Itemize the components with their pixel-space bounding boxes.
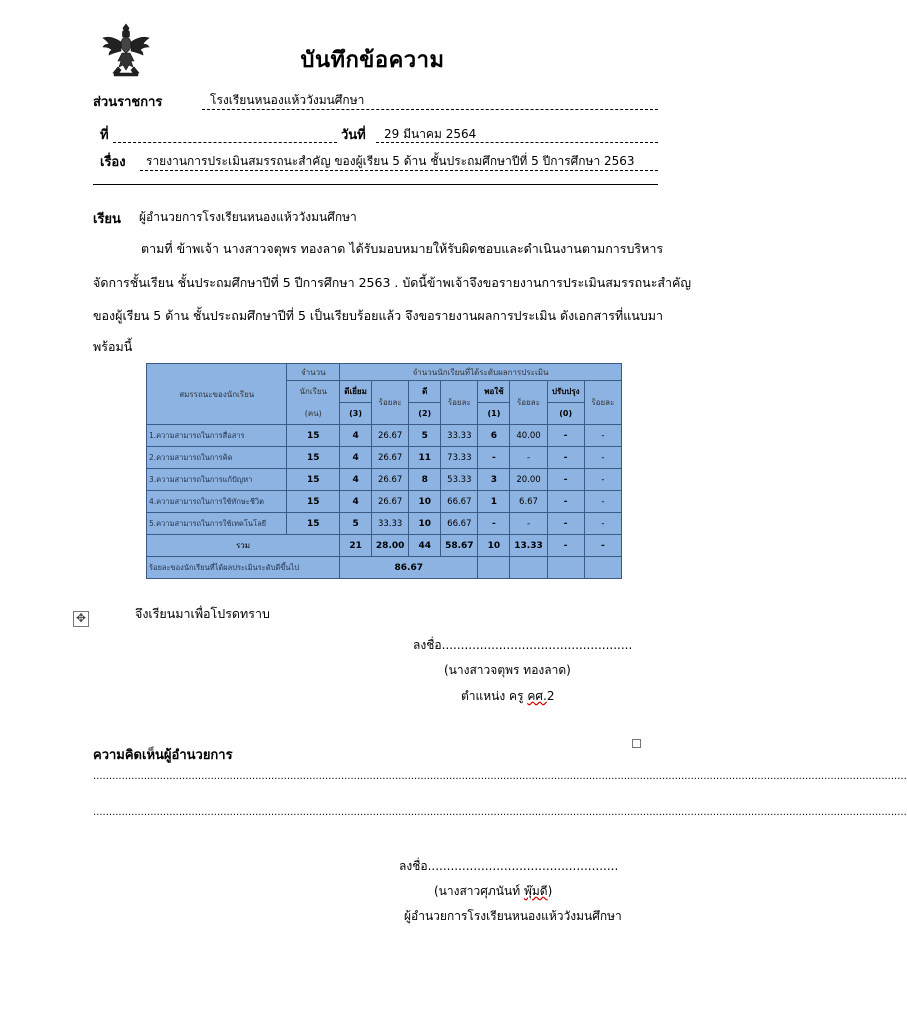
date-value: 29 มีนาคม 2564 [384, 127, 477, 141]
score-improve: (0) [547, 403, 584, 425]
table-row [147, 425, 622, 447]
table-row [147, 491, 622, 513]
summary-value: 86.67 [340, 557, 478, 579]
cell-c2: 11 [409, 447, 441, 469]
cell-p3: 26.67 [372, 447, 409, 469]
to-value: ผู้อำนวยการโรงเรียนหนองแห้ววังมนศึกษา [139, 210, 357, 224]
total-p0: - [584, 535, 621, 557]
cell-p0: - [584, 425, 621, 447]
body-line-2: จัดการชั้นเรียน ชั้นประถมศึกษาปีที่ 5 ปีการศึกษา 2563 . บัดนี้ข้าพเจ้าจึงขอรายงานการประเมินสมรรถนะสำคัญ [93, 275, 692, 290]
col-count-header-1: จำนวน [287, 364, 340, 381]
signature2-line: ลงชื่อ.................................................. [399, 859, 619, 873]
cell-p3: 26.67 [372, 425, 409, 447]
cell-p0: - [584, 469, 621, 491]
ref-label: ที่ [100, 128, 109, 143]
cell-p3: 26.67 [372, 469, 409, 491]
signature1-name: (นางสาวจตุพร ทองลาด) [444, 663, 571, 677]
competency-name: 4.ความสามารถในการใช้ทักษะชีวิต [147, 491, 287, 513]
cell-c3: 5 [340, 513, 372, 535]
signature2-name [434, 882, 552, 901]
signature2-name-prefix: (นางสาวศุภนันท์ [434, 884, 524, 898]
cell-p1: 20.00 [510, 469, 547, 491]
cell-p3: 26.67 [372, 491, 409, 513]
cell-p1: - [510, 447, 547, 469]
col-competency-header: สมรรถนะของนักเรียน [147, 364, 287, 425]
signature1-position-prefix: ตำแหน่ง ครู [461, 689, 528, 703]
total-label: รวม [147, 535, 340, 557]
cell-c3: 4 [340, 447, 372, 469]
closing-text: จึงเรียนมาเพื่อโปรดทราบ [135, 606, 270, 621]
competency-name: 5.ความสามารถในการใช้เทคโนโลยี [147, 513, 287, 535]
level-fair: พอใช้ [478, 381, 510, 403]
cell-c2: 8 [409, 469, 441, 491]
score-fair: (1) [478, 403, 510, 425]
cell-c1: - [478, 447, 510, 469]
cell-c0: - [547, 425, 584, 447]
col-count-header-2: นักเรียน [287, 381, 340, 403]
cell-c2: 10 [409, 513, 441, 535]
total-p1: 13.33 [510, 535, 547, 557]
body-line-4: พร้อมนี้ [93, 339, 133, 354]
assessment-table [146, 363, 622, 579]
signature1-position-suffix: 2 [546, 689, 555, 703]
summary-empty-2 [510, 557, 547, 579]
total-p2: 58.67 [441, 535, 478, 557]
table-row [147, 447, 622, 469]
total-row [147, 535, 622, 557]
total-c3: 21 [340, 535, 372, 557]
competency-name: 2.ความสามารถในการคิด [147, 447, 287, 469]
competency-name: 3.ความสามารถในการแก้ปัญหา [147, 469, 287, 491]
body-line-1: ตามที่ ข้าพเจ้า นางสาวจตุพร ทองลาด ได้รับมอบหมายให้รับผิดชอบและดำเนินงานตามการบริหาร [141, 241, 664, 256]
memo-title: บันทึกข้อความ [300, 48, 445, 73]
cell-count: 15 [287, 491, 340, 513]
body-line-3: ของผู้เรียน 5 ด้าน ชั้นประถมศึกษาปีที่ 5 เป็นเรียบร้อยแล้ว จึงขอรายงานผลการประเมิน ดังเอกสารที่แนบมา [93, 308, 664, 323]
cell-count: 15 [287, 513, 340, 535]
cell-p3: 33.33 [372, 513, 409, 535]
cell-p1: - [510, 513, 547, 535]
opinion-label: ความคิดเห็นผู้อำนวยการ [93, 748, 233, 763]
pct-excellent-header: ร้อยละ [372, 381, 409, 425]
subject-value: รายงานการประเมินสมรรถนะสำคัญ ของผู้เรียน 5 ด้าน ชั้นประถมศึกษาปีที่ 5 ปีการศึกษา 2563 [146, 154, 635, 168]
cell-count: 15 [287, 447, 340, 469]
cell-p2: 53.33 [441, 469, 478, 491]
agency-value: โรงเรียนหนองแห้ววังมนศึกษา [210, 93, 365, 107]
cell-c0: - [547, 469, 584, 491]
signature1-position-rank: คศ. [527, 689, 547, 703]
total-c0: - [547, 535, 584, 557]
signature1-line: ลงชื่อ.................................................. [413, 638, 633, 652]
cell-c2: 5 [409, 425, 441, 447]
pct-good-header: ร้อยละ [441, 381, 478, 425]
date-label: วันที่ [341, 128, 366, 143]
score-good: (2) [409, 403, 441, 425]
level-good: ดี [409, 381, 441, 403]
cell-c1: - [478, 513, 510, 535]
cell-c3: 4 [340, 425, 372, 447]
cell-p0: - [584, 491, 621, 513]
pct-fair-header: ร้อยละ [510, 381, 547, 425]
subject-line [140, 170, 658, 171]
summary-empty-4 [584, 557, 621, 579]
cell-p0: - [584, 447, 621, 469]
cell-p0: - [584, 513, 621, 535]
table-row [147, 469, 622, 491]
cell-p2: 73.33 [441, 447, 478, 469]
cell-c1: 3 [478, 469, 510, 491]
summary-label: ร้อยละของนักเรียนที่ได้ผลประเมินระดับดีขึ้นไป [147, 557, 340, 579]
agency-line [202, 109, 658, 110]
opinion-dots-2: ................................................................................................................................................................................................................................................................ [93, 807, 907, 818]
opinion-dots-1: ................................................................................................................................................................................................................................................................ [93, 771, 907, 782]
table-row [147, 513, 622, 535]
cell-c0: - [547, 513, 584, 535]
summary-empty-3 [547, 557, 584, 579]
move-icon[interactable]: ✥ [73, 611, 89, 627]
cell-c3: 4 [340, 491, 372, 513]
level-excellent: ดีเยี่ยม [340, 381, 372, 403]
col-count-header-3: (คน) [287, 403, 340, 425]
competency-name: 1.ความสามารถในการสื่อสาร [147, 425, 287, 447]
subject-label: เรื่อง [100, 155, 126, 170]
signature2-name-surname: พุ๊มดี [523, 884, 548, 898]
cell-p2: 33.33 [441, 425, 478, 447]
cell-c1: 6 [478, 425, 510, 447]
cell-count: 15 [287, 425, 340, 447]
total-c2: 44 [409, 535, 441, 557]
total-p3: 28.00 [372, 535, 409, 557]
summary-row [147, 557, 622, 579]
agency-label: ส่วนราชการ [93, 95, 163, 110]
level-improve: ปรับปรุง [547, 381, 584, 403]
cell-c3: 4 [340, 469, 372, 491]
total-c1: 10 [478, 535, 510, 557]
summary-empty-1 [478, 557, 510, 579]
cell-c0: - [547, 447, 584, 469]
header-divider [93, 184, 658, 185]
to-label: เรียน [93, 212, 121, 227]
date-line [376, 142, 658, 143]
signature2-position: ผู้อำนวยการโรงเรียนหนองแห้ววังมนศึกษา [404, 909, 622, 923]
cell-c1: 1 [478, 491, 510, 513]
pct-improve-header: ร้อยละ [584, 381, 621, 425]
col-group-header: จำนวนนักเรียนที่ได้ระดับผลการประเมิน [340, 364, 622, 381]
cell-p2: 66.67 [441, 513, 478, 535]
score-excellent: (3) [340, 403, 372, 425]
cell-p1: 6.67 [510, 491, 547, 513]
opinion-checkbox[interactable] [632, 739, 641, 748]
signature1-position [461, 687, 554, 706]
signature2-name-suffix: ) [547, 884, 553, 898]
cell-p2: 66.67 [441, 491, 478, 513]
cell-count: 15 [287, 469, 340, 491]
cell-p1: 40.00 [510, 425, 547, 447]
ref-line [113, 142, 337, 143]
cell-c2: 10 [409, 491, 441, 513]
cell-c0: - [547, 491, 584, 513]
